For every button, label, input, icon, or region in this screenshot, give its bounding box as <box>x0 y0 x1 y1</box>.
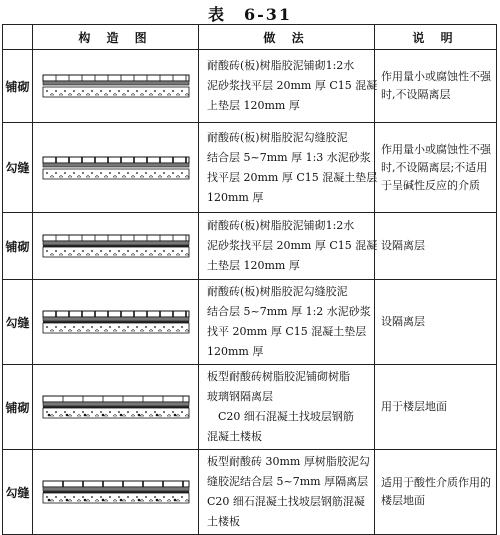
note-cell: 设隔离层 <box>375 213 497 280</box>
floor-section-drawing <box>41 155 191 181</box>
note-cell: 适用于酸性介质作用的 楼层地面 <box>375 450 497 535</box>
construction-diagram <box>33 365 199 450</box>
header-method: 做 法 <box>199 25 375 50</box>
construction-diagram <box>33 213 199 280</box>
floor-section-drawing <box>41 479 191 505</box>
table-row <box>3 365 497 450</box>
method-cell: 耐酸砖(板)树脂胶泥勾缝胶泥 结合层 5~7mm 厚 1:3 水泥砂浆 找平层 20mm 厚 C15 混凝土垫层 120mm 厚 <box>199 123 375 213</box>
header-type <box>3 25 33 50</box>
method-cell: 板型耐酸砖树脂胶泥铺砌树脂 玻璃钢隔离层 C20 细石混凝土找坡层钢筋 混凝土楼板 <box>199 365 375 450</box>
row-label: 铺砌 <box>3 213 33 280</box>
construction-diagram <box>33 123 199 213</box>
row-label: 铺砌 <box>3 365 33 450</box>
table-row <box>3 123 497 213</box>
floor-section-drawing <box>41 233 191 259</box>
floor-section-drawing <box>41 394 191 420</box>
row-label: 铺砌 <box>3 50 33 123</box>
row-label: 勾缝 <box>3 123 33 213</box>
header-row <box>3 25 497 50</box>
method-cell: 耐酸砖(板)树脂胶泥铺砌1:2水 泥砂浆找平层 20mm 厚 C15 混凝 上垫层 120mm 厚 <box>199 50 375 123</box>
note-cell: 用于楼层地面 <box>375 365 497 450</box>
construction-diagram <box>33 450 199 535</box>
method-cell: 耐酸砖(板)树脂胶泥勾缝胶泥 结合层 5~7mm 厚 1:2 水泥砂浆 找平 20mm 厚 C15 混凝土垫层 120mm 厚 <box>199 280 375 365</box>
row-label: 勾缝 <box>3 450 33 535</box>
header-note: 说 明 <box>375 25 497 50</box>
floor-section-drawing <box>41 73 191 99</box>
table-row <box>3 213 497 280</box>
construction-table <box>2 24 497 535</box>
table-row <box>3 450 497 535</box>
header-diagram: 构 造 图 <box>33 25 199 50</box>
method-cell: 板型耐酸砖 30mm 厚树脂胶泥勾 缝胶泥结合层 5~7mm 厚隔离层 C20 细石混凝土找坡层钢筋混凝 土楼板 <box>199 450 375 535</box>
construction-diagram <box>33 50 199 123</box>
floor-section-drawing <box>41 309 191 335</box>
method-cell: 耐酸砖(板)树脂胶泥铺砌1:2水 泥砂浆找平层 20mm 厚 C15 混凝 土垫层 120mm 厚 <box>199 213 375 280</box>
table-row <box>3 50 497 123</box>
note-cell: 作用量小或腐蚀性不强 时,不设隔离层 <box>375 50 497 123</box>
construction-diagram <box>33 280 199 365</box>
row-label: 勾缝 <box>3 280 33 365</box>
table-row <box>3 280 497 365</box>
note-cell: 作用量小或腐蚀性不强 时,不设隔离层;不适用 于呈碱性反应的介质 <box>375 123 497 213</box>
table-caption: 表 6-31 <box>207 5 293 24</box>
note-cell: 设隔离层 <box>375 280 497 365</box>
